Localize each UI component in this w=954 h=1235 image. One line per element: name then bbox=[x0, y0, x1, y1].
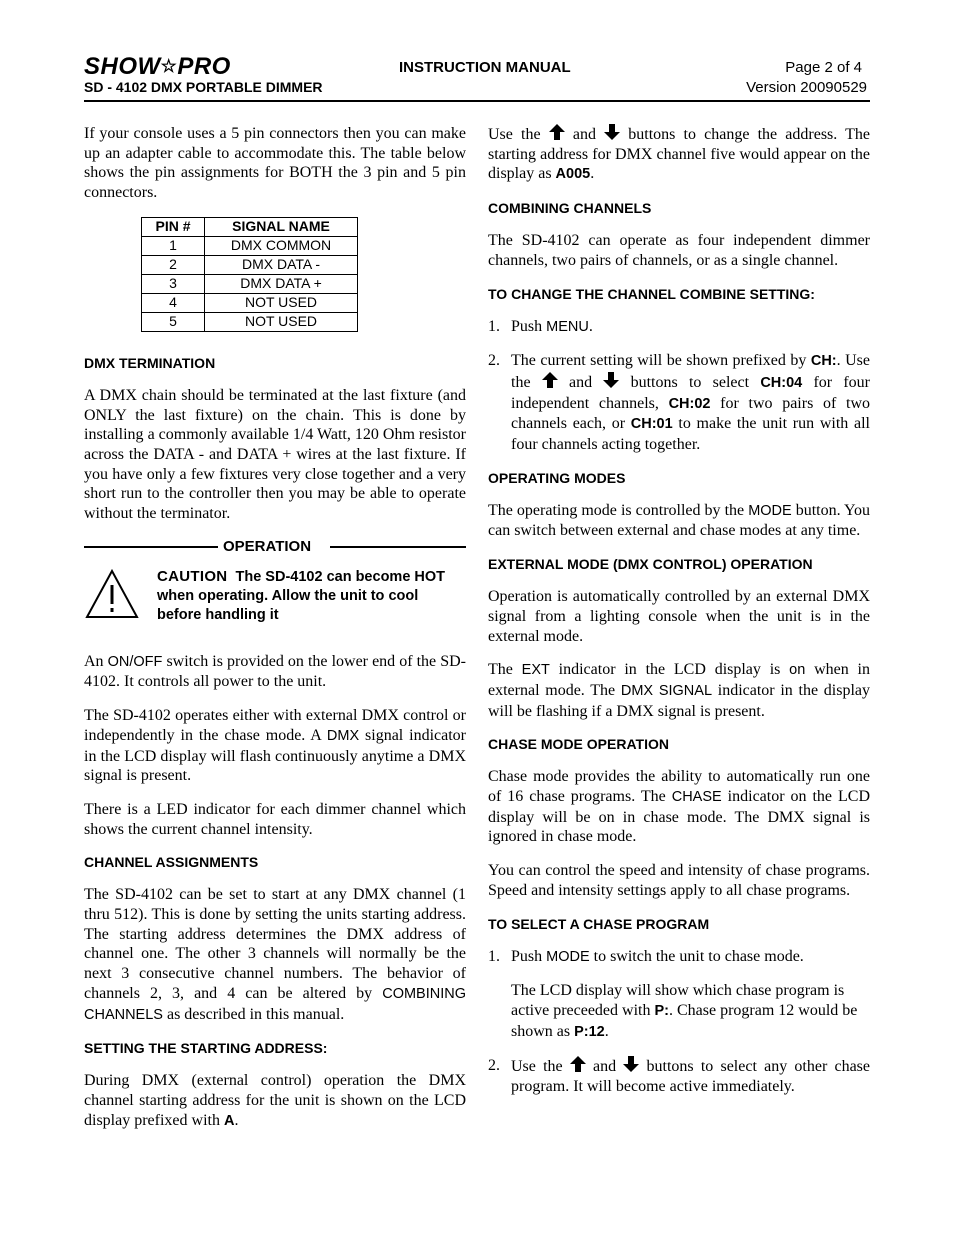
table-row bbox=[142, 255, 358, 274]
text-run: indicator in the display will be flashing if a DMX signal is present. bbox=[488, 681, 871, 720]
brand-left: SHOW bbox=[84, 53, 161, 80]
text-run: and bbox=[585, 1058, 624, 1076]
address-buttons-paragraph bbox=[488, 124, 870, 185]
text-run: indicator in the LCD display is bbox=[549, 661, 790, 679]
termination-heading: DMX TERMINATION bbox=[84, 354, 216, 371]
assignments-paragraph bbox=[84, 885, 466, 1025]
text-run: The operating mode is controlled by the bbox=[488, 501, 749, 519]
program-prefix-label: P: bbox=[654, 1002, 669, 1019]
text-run: and bbox=[564, 126, 605, 143]
ext-indicator-paragraph bbox=[488, 660, 870, 721]
ch-prefix-label: CH: bbox=[810, 353, 837, 370]
address-example-label: A005 bbox=[555, 166, 591, 183]
text-run: . bbox=[588, 317, 593, 335]
combining-heading: COMBINING CHANNELS bbox=[488, 200, 652, 217]
pin-cell: 1 bbox=[142, 236, 205, 255]
down-arrow-icon bbox=[603, 372, 619, 388]
page-number: Page 2 of 4 bbox=[785, 59, 862, 76]
text-run: buttons to select bbox=[619, 373, 761, 391]
list-item bbox=[488, 317, 870, 338]
caution-text bbox=[157, 567, 457, 625]
list-number: 1. bbox=[488, 947, 500, 965]
brand-logo bbox=[84, 52, 231, 81]
divider-line-right bbox=[330, 546, 466, 548]
text-run: The LCD display will show which chase program is active preceeded with bbox=[511, 982, 845, 1019]
text-run: Use the bbox=[488, 126, 549, 143]
text-run: The SD-4102 operates either with external DMX control or independently in the chase mode. A bbox=[84, 707, 466, 744]
up-arrow-icon bbox=[570, 1056, 586, 1072]
brand-star-icon: ☆ bbox=[160, 56, 178, 76]
signal-cell: DMX DATA - bbox=[205, 255, 358, 274]
onoff-switch-label: ON/OFF bbox=[107, 653, 163, 670]
text-run: The bbox=[488, 661, 522, 679]
right-column bbox=[488, 124, 870, 1111]
signal-cell: DMX COMMON bbox=[205, 236, 358, 255]
signal-cell: DMX DATA + bbox=[205, 274, 358, 293]
text-run: buttons to change the address. The starting address for DMX channel five would appear on the display as bbox=[488, 126, 871, 183]
version-label: Version 20090529 bbox=[746, 79, 867, 96]
chase-steps-list-continued bbox=[488, 1056, 870, 1096]
termination-paragraph: A DMX chain should be terminated at the last fixture (and ONLY the last fixture) on the chain. This is done by installing a commonly available 1/4 Watt, 120 Ohm resistor across the DATA - and DATA + wires at the last fixture. If you have only a few fixtures very close together and a very short run to the controller then you may be able to operate without the terminator. bbox=[84, 386, 466, 523]
table-header-row bbox=[142, 217, 358, 236]
text-run: button. You can switch between external and chase modes at any time. bbox=[488, 501, 871, 540]
text-run: as described in this manual. bbox=[162, 1005, 345, 1023]
text-run: indicator on the LCD display will be on in chase mode. The DMX signal is ignored in chase mode. bbox=[488, 788, 870, 846]
text-run: . bbox=[604, 1022, 609, 1040]
text-run: The current setting will be shown prefixed by bbox=[511, 352, 811, 370]
text-run: and bbox=[557, 373, 604, 391]
chase-indicator-label: CHASE bbox=[671, 789, 722, 806]
caution-box bbox=[84, 568, 466, 640]
text-run: for four independent channels, bbox=[511, 373, 871, 412]
operating-modes-paragraph bbox=[488, 501, 870, 541]
dmx-indicator-label: DMX bbox=[326, 727, 360, 744]
onoff-paragraph bbox=[84, 652, 466, 692]
warning-triangle-icon bbox=[84, 568, 140, 620]
text-run: The SD-4102 can be set to start at any DMX channel (1 thru 512). This is done by setting the units starting address. The starting address determines the DMX address of channel one. The other 3 channels will normally be the next 3 consecutive channel numbers. The behavior of channels 2, 3, and 4 can be altered by bbox=[84, 886, 466, 1002]
text-run: During DMX (external control) operation the DMX channel starting address for the unit is shown on the LCD display prefixed with bbox=[84, 1072, 466, 1129]
text-run: Push bbox=[511, 947, 547, 965]
pin-table bbox=[141, 217, 358, 332]
external-mode-heading: EXTERNAL MODE (DMX CONTROL) OPERATION bbox=[488, 556, 813, 573]
external-mode-paragraph: Operation is automatically controlled by an external DMX signal from a lighting console when the unit is in the external mode. bbox=[488, 588, 870, 645]
combining-channels-label: COMBINING CHANNELS bbox=[84, 985, 466, 1023]
list-item bbox=[488, 351, 870, 455]
list-number: 1. bbox=[488, 317, 500, 335]
text-run: An bbox=[84, 652, 108, 670]
text-run: . bbox=[234, 1111, 239, 1129]
combining-paragraph: The SD-4102 can operate as four independent dimmer channels, two pairs of channels, or as a single channel. bbox=[488, 232, 870, 269]
address-prefix-label: A bbox=[223, 1112, 235, 1129]
text-run: . bbox=[590, 165, 595, 183]
pin-cell: 4 bbox=[142, 293, 205, 312]
up-arrow-icon bbox=[542, 372, 558, 388]
caution-message: The SD-4102 can become HOT when operating. Allow the unit to cool before handling it bbox=[157, 568, 446, 623]
divider-line-left bbox=[84, 546, 218, 548]
pin-cell: 2 bbox=[142, 255, 205, 274]
list-item bbox=[488, 947, 870, 968]
text-run: to switch the unit to chase mode. bbox=[589, 947, 804, 965]
text-run: Use the bbox=[511, 1058, 570, 1076]
speed-paragraph: You can control the speed and intensity of chase programs. Speed and intensity settings apply to all chase programs. bbox=[488, 862, 870, 899]
text-run: Push bbox=[511, 317, 547, 335]
program-example-label: P:12 bbox=[574, 1023, 605, 1040]
text-run: . Use the bbox=[511, 352, 870, 391]
list-number: 2. bbox=[488, 1057, 500, 1075]
ext-indicator-label: EXT bbox=[521, 662, 550, 679]
pin-cell: 3 bbox=[142, 274, 205, 293]
chase-steps-list bbox=[488, 947, 870, 968]
starting-address-paragraph bbox=[84, 1071, 466, 1131]
operation-divider bbox=[84, 538, 466, 556]
table-row bbox=[142, 312, 358, 331]
dmx-signal-indicator-label: DMX SIGNAL bbox=[620, 682, 713, 699]
signal-cell: NOT USED bbox=[205, 293, 358, 312]
mode-button-label: MODE bbox=[748, 502, 792, 519]
intro-paragraph: If your console uses a 5 pin connectors then you can make up an adapter cable to accommodate this. The table below shows the pin assignments for BOTH the 3 pin and 5 pin connectors. bbox=[84, 125, 466, 202]
mode-button-label: MODE bbox=[546, 948, 590, 965]
column-header-signal: SIGNAL NAME bbox=[205, 217, 358, 236]
chase-mode-heading: CHASE MODE OPERATION bbox=[488, 736, 669, 753]
text-run: buttons to select any other chase program. It will become active immediately. bbox=[511, 1058, 870, 1096]
led-paragraph: There is a LED indicator for each dimmer channel which shows the current channel intensity. bbox=[84, 800, 466, 838]
combine-setting-heading: TO CHANGE THE CHANNEL COMBINE SETTING: bbox=[488, 285, 815, 302]
text-run: to make the unit run with all four channels acting together. bbox=[511, 415, 870, 454]
text-run: switch is provided on the lower end of the SD-4102. It controls all power to the unit. bbox=[84, 652, 466, 691]
left-column bbox=[84, 124, 466, 1145]
ch04-label: CH:04 bbox=[760, 374, 803, 391]
list-number: 2. bbox=[488, 352, 500, 370]
operating-modes-heading: OPERATING MODES bbox=[488, 469, 626, 486]
up-arrow-icon bbox=[549, 124, 565, 140]
table-row bbox=[142, 293, 358, 312]
on-state-label: on bbox=[789, 662, 806, 679]
menu-button-label: MENU bbox=[546, 318, 589, 335]
ch02-label: CH:02 bbox=[668, 395, 711, 412]
list-item bbox=[488, 1056, 870, 1096]
table-row bbox=[142, 274, 358, 293]
brand-right: PRO bbox=[177, 53, 231, 80]
pin-cell: 5 bbox=[142, 312, 205, 331]
caution-word: CAUTION bbox=[157, 567, 228, 585]
text-run: for two pairs of two channels each, or bbox=[511, 394, 871, 433]
table-row bbox=[142, 236, 358, 255]
modes-paragraph bbox=[84, 706, 466, 786]
chase-display-paragraph bbox=[488, 981, 870, 1042]
starting-address-heading: SETTING THE STARTING ADDRESS: bbox=[84, 1040, 328, 1057]
down-arrow-icon bbox=[623, 1056, 639, 1072]
column-header-pin: PIN # bbox=[142, 217, 205, 236]
chase-mode-paragraph bbox=[488, 767, 870, 847]
product-name: SD - 4102 DMX PORTABLE DIMMER bbox=[84, 79, 323, 95]
page-header bbox=[84, 52, 870, 102]
operation-heading: OPERATION bbox=[223, 537, 312, 555]
down-arrow-icon bbox=[604, 124, 620, 140]
manual-title: INSTRUCTION MANUAL bbox=[399, 59, 571, 76]
text-run: signal indicator in the LCD display will flash continuously anytime a DMX signal is present. bbox=[84, 726, 467, 785]
text-run: . Chase program 12 would be shown as bbox=[511, 1001, 858, 1040]
text-run: when in external mode. The bbox=[488, 661, 870, 699]
signal-cell: NOT USED bbox=[205, 312, 358, 331]
ch01-label: CH:01 bbox=[630, 416, 673, 433]
text-run: Chase mode provides the ability to automatically run one of 16 chase programs. The bbox=[488, 768, 870, 806]
combine-steps-list bbox=[488, 317, 870, 455]
select-chase-heading: TO SELECT A CHASE PROGRAM bbox=[488, 915, 710, 932]
assignments-heading: CHANNEL ASSIGNMENTS bbox=[84, 854, 259, 871]
